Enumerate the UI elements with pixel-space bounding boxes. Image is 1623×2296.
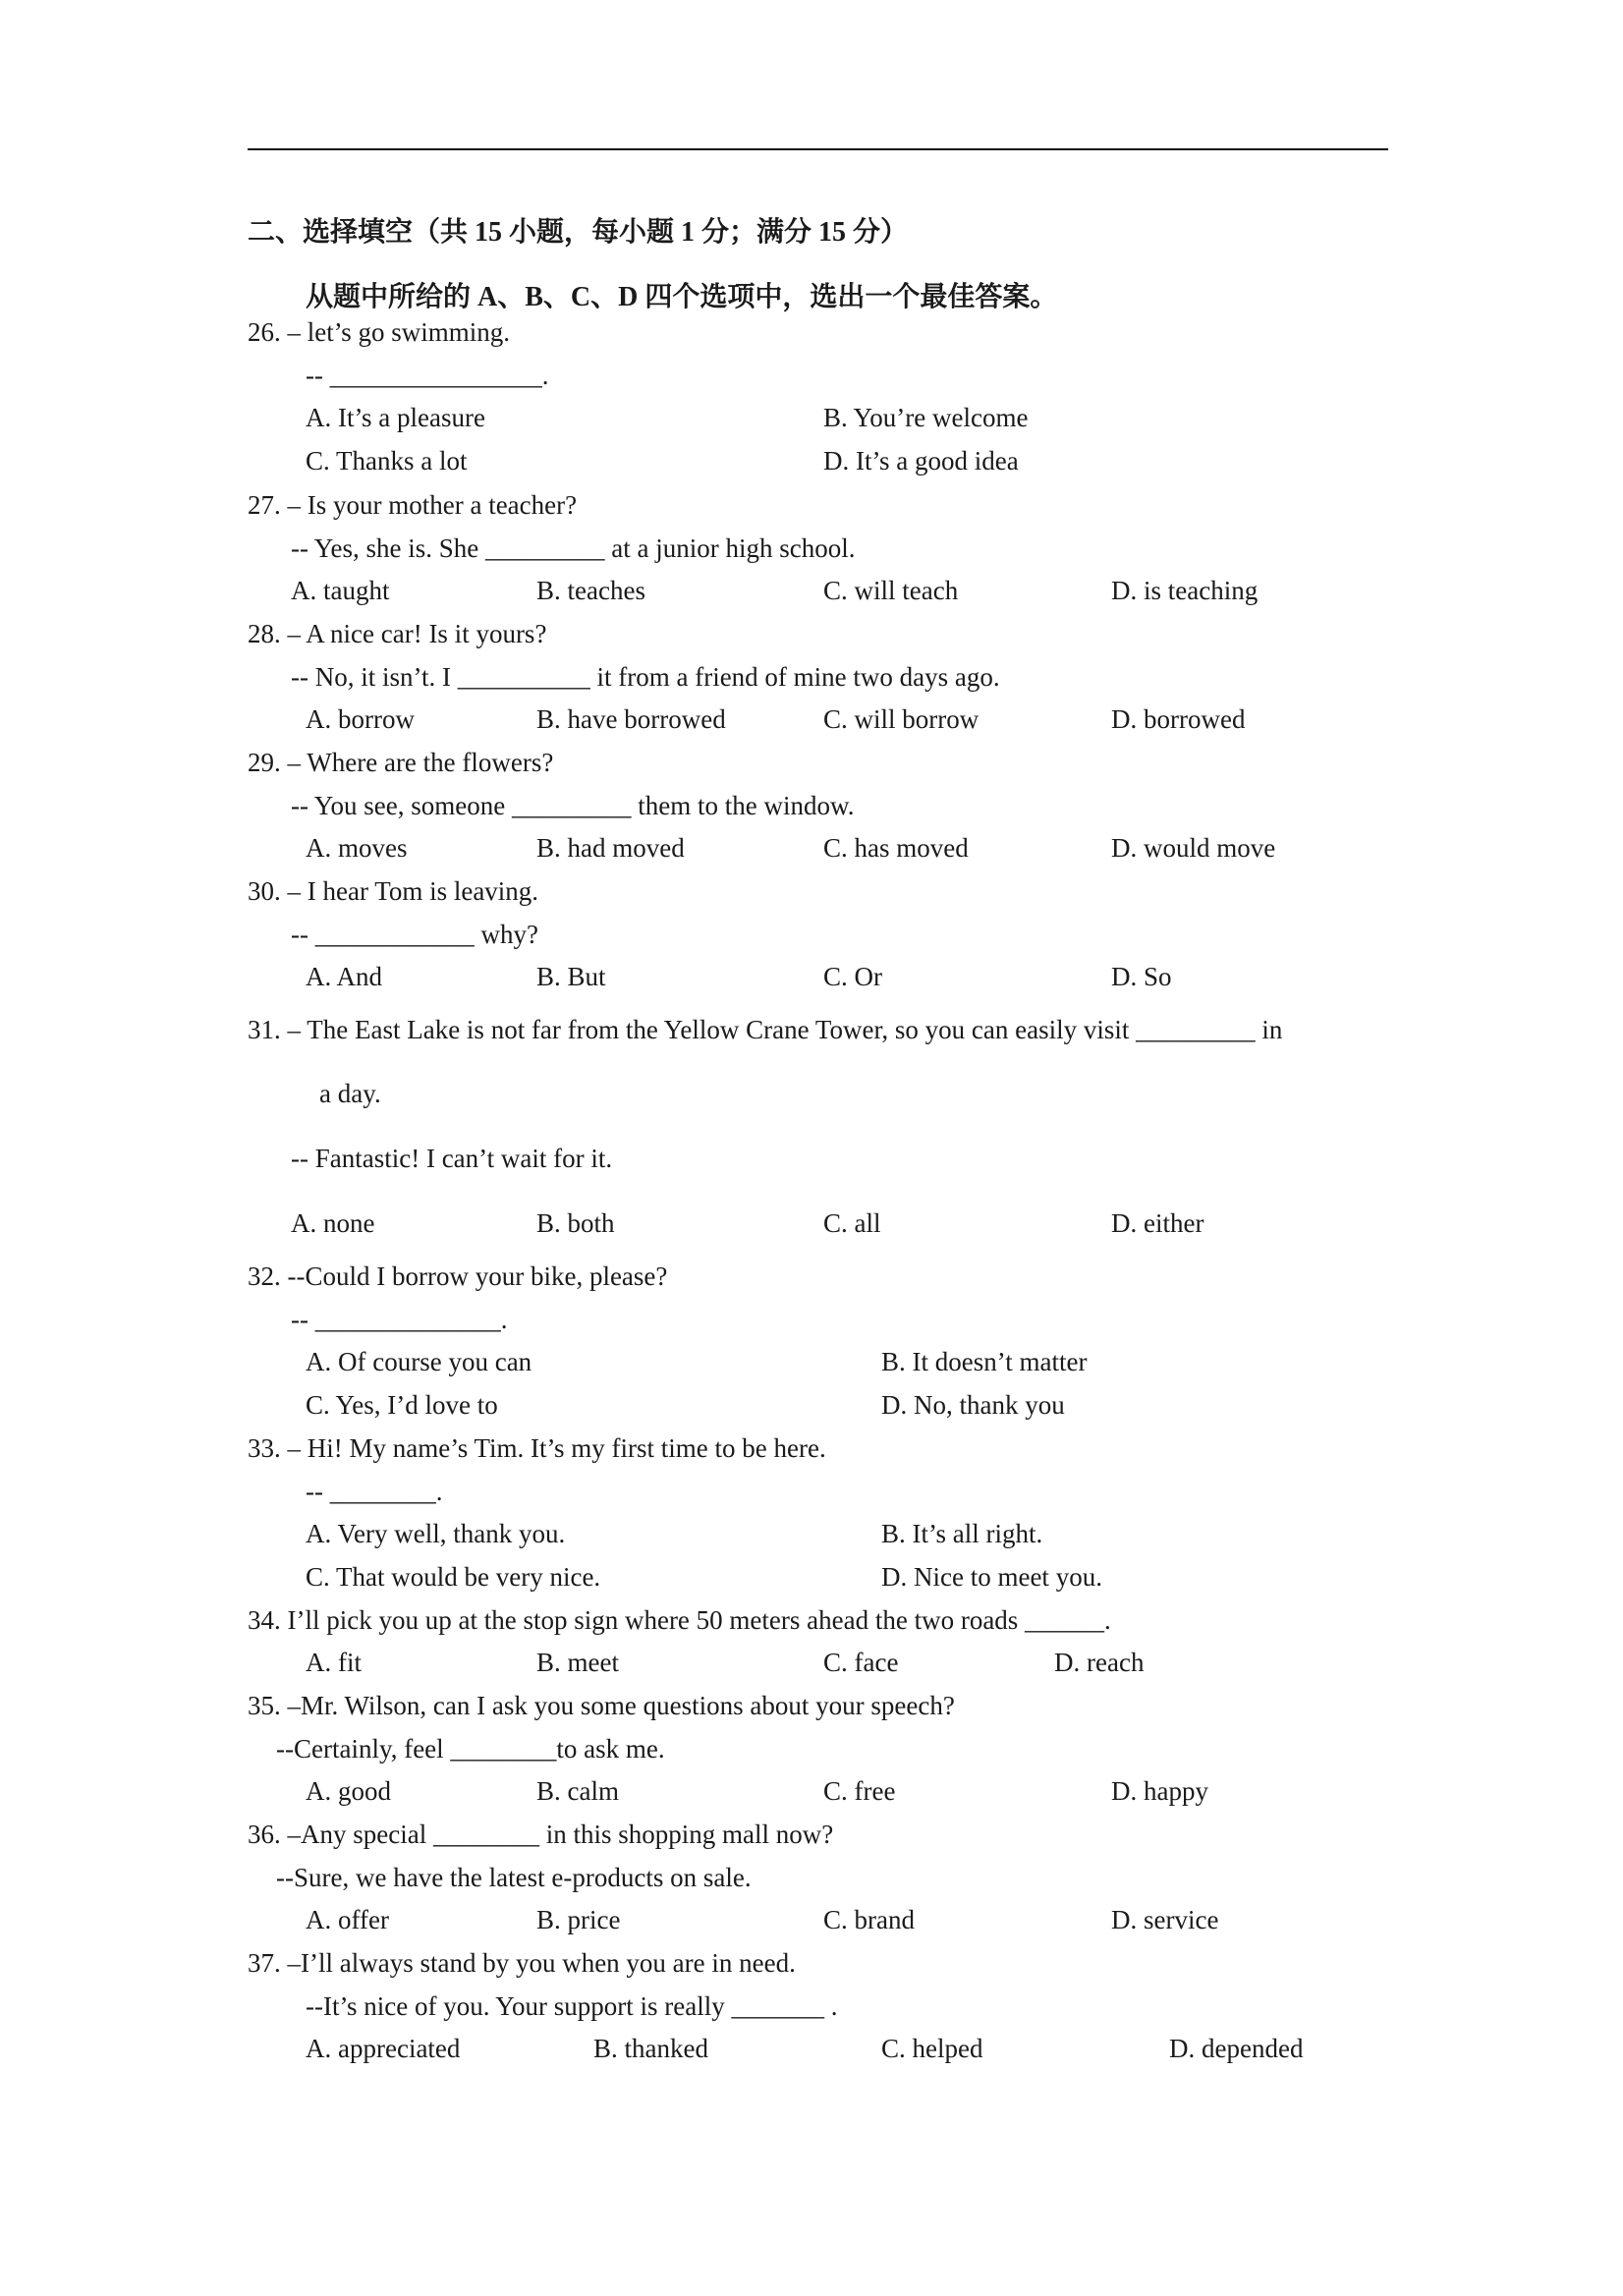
question-line: -- You see, someone _________ them to the window. xyxy=(291,791,855,820)
question-stem: 37. –I’ll always stand by you when you are in need. xyxy=(248,1948,796,1978)
answer-option: C. face xyxy=(823,1648,899,1677)
answer-option: D. Nice to meet you. xyxy=(881,1562,1102,1592)
answer-option: C. free xyxy=(823,1776,896,1806)
answer-option: A. offer xyxy=(306,1905,389,1934)
answer-option: C. helped xyxy=(881,2034,983,2063)
answer-option: D. happy xyxy=(1111,1776,1208,1806)
question-stem: 30. – I hear Tom is leaving. xyxy=(248,876,539,906)
answer-option: C. Or xyxy=(823,962,882,991)
question-stem: 36. –Any special ________ in this shopping mall now? xyxy=(248,1820,834,1849)
question-line: -- Fantastic! I can’t wait for it. xyxy=(291,1144,613,1173)
question-stem: 26. – let’s go swimming. xyxy=(248,317,511,347)
question-line: -- ________________. xyxy=(306,361,549,390)
answer-option: A. good xyxy=(306,1776,391,1806)
answer-option: A. moves xyxy=(306,833,408,863)
answer-option: B. calm xyxy=(536,1776,619,1806)
answer-option: D. borrowed xyxy=(1111,704,1246,734)
answer-option: A. It’s a pleasure xyxy=(306,403,485,432)
question-line: --Sure, we have the latest e-products on sale. xyxy=(276,1863,752,1892)
answer-option: D. No, thank you xyxy=(881,1390,1065,1420)
answer-option: B. You’re welcome xyxy=(823,403,1029,432)
answer-option: B. It’s all right. xyxy=(881,1519,1043,1548)
section-instruction: 从题中所给的 A、B、C、D 四个选项中，选出一个最佳答案。 xyxy=(306,282,1058,312)
answer-option: B. have borrowed xyxy=(536,704,726,734)
header-rule xyxy=(248,148,1388,150)
answer-option: D. depended xyxy=(1169,2034,1304,2063)
answer-option: C. all xyxy=(823,1208,881,1238)
answer-option: B. It doesn’t matter xyxy=(881,1347,1088,1376)
answer-option: D. would move xyxy=(1111,833,1276,863)
question-line: -- ______________. xyxy=(291,1305,508,1334)
answer-option: C. brand xyxy=(823,1905,915,1934)
answer-option: D. So xyxy=(1111,962,1172,991)
answer-option: A. borrow xyxy=(306,704,415,734)
question-line: -- No, it isn’t. I __________ it from a friend of mine two days ago. xyxy=(291,662,1000,692)
answer-option: A. fit xyxy=(306,1648,362,1677)
question-line: -- ____________ why? xyxy=(291,920,538,949)
answer-option: A. taught xyxy=(291,576,390,605)
answer-option: D. is teaching xyxy=(1111,576,1259,605)
question-line: -- Yes, she is. She _________ at a junior high school. xyxy=(291,533,856,563)
answer-option: C. Yes, I’d love to xyxy=(306,1390,498,1420)
answer-option: D. service xyxy=(1111,1905,1219,1934)
answer-option: C. Thanks a lot xyxy=(306,446,468,476)
question-stem: 27. – Is your mother a teacher? xyxy=(248,490,578,520)
answer-option: B. teaches xyxy=(536,576,645,605)
answer-option: A. And xyxy=(306,962,383,991)
question-stem: 29. – Where are the flowers? xyxy=(248,748,554,777)
question-stem: 32. --Could I borrow your bike, please? xyxy=(248,1261,668,1291)
answer-option: C. has moved xyxy=(823,833,969,863)
answer-option: B. price xyxy=(536,1905,621,1934)
answer-option: A. Very well, thank you. xyxy=(306,1519,566,1548)
section-title: 二、选择填空（共 15 小题，每小题 1 分；满分 15 分） xyxy=(248,217,909,248)
answer-option: D. It’s a good idea xyxy=(823,446,1019,476)
answer-option: B. thanked xyxy=(593,2034,708,2063)
question-stem: 35. –Mr. Wilson, can I ask you some questions about your speech? xyxy=(248,1691,955,1720)
question-line: --It’s nice of you. Your support is really _______ . xyxy=(306,1991,838,2021)
answer-option: C. That would be very nice. xyxy=(306,1562,601,1592)
answer-option: B. But xyxy=(536,962,606,991)
answer-option: C. will teach xyxy=(823,576,959,605)
question-stem: 33. – Hi! My name’s Tim. It’s my first time to be here. xyxy=(248,1433,826,1463)
question-line: --Certainly, feel ________to ask me. xyxy=(276,1734,665,1764)
answer-option: B. had moved xyxy=(536,833,685,863)
question-line: a day. xyxy=(319,1079,381,1108)
question-stem: 34. I’ll pick you up at the stop sign where 50 meters ahead the two roads ______. xyxy=(248,1605,1111,1635)
answer-option: C. will borrow xyxy=(823,704,979,734)
answer-option: A. appreciated xyxy=(306,2034,461,2063)
question-stem: 28. – A nice car! Is it yours? xyxy=(248,619,547,648)
answer-option: D. reach xyxy=(1054,1648,1145,1677)
answer-option: B. both xyxy=(536,1208,615,1238)
question-line: -- ________. xyxy=(306,1477,443,1506)
answer-option: A. Of course you can xyxy=(306,1347,532,1376)
question-stem: 31. – The East Lake is not far from the Yellow Crane Tower, so you can easily visit _________ in xyxy=(248,1015,1283,1044)
answer-option: A. none xyxy=(291,1208,375,1238)
answer-option: D. either xyxy=(1111,1208,1204,1238)
answer-option: B. meet xyxy=(536,1648,619,1677)
